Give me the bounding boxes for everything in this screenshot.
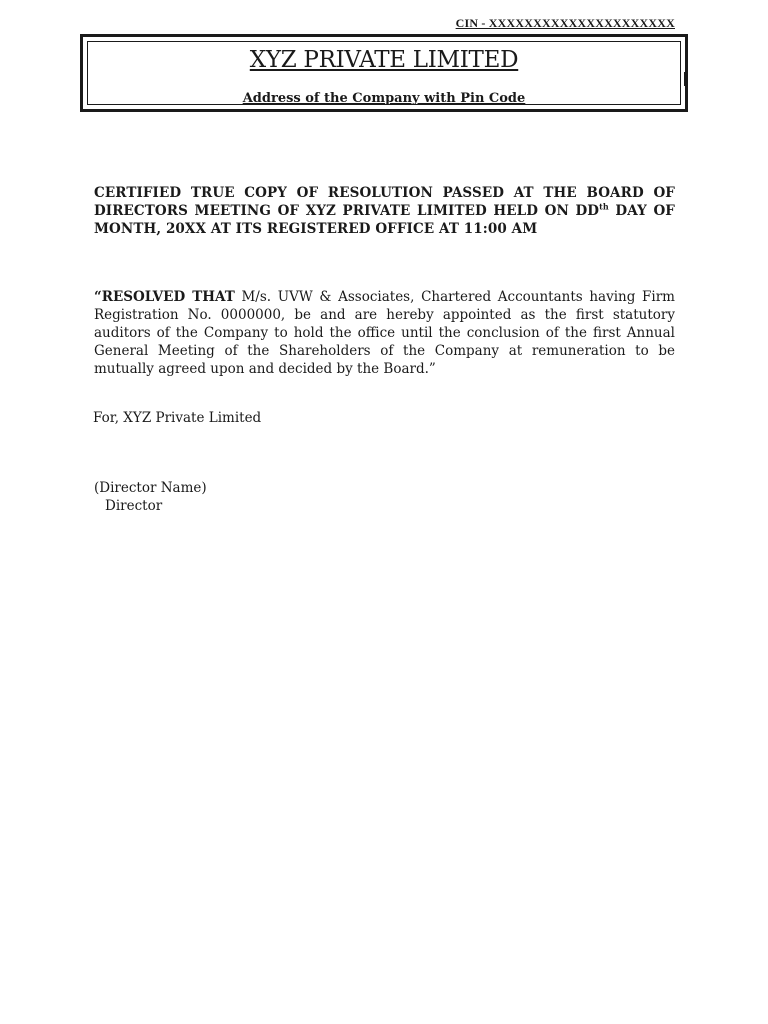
heading-text-part1: CERTIFIED TRUE COPY OF RESOLUTION PASSED AT THE BOARD OF DIRECTORS MEETING OF XYZ PRIVATE LIMITED HELD ON DD	[94, 185, 675, 219]
company-name: XYZ PRIVATE LIMITED	[249, 47, 519, 73]
resolution-paragraph	[94, 288, 675, 378]
resolution-heading	[94, 184, 675, 238]
director-name: (Director Name)	[94, 480, 207, 496]
letterhead-box	[80, 34, 688, 112]
for-company-line: For, XYZ Private Limited	[93, 410, 262, 426]
resolution-body: M/s. UVW & Associates, Chartered Accountants having Firm Registration No. 0000000, be and are hereby appointed as the first statutory auditors of the Company to hold the office until the conclusion of the first Annual General Meeting of the Shareholders of the Company at remuneration to be mutually agreed upon and decided by the Board.”	[94, 289, 675, 377]
director-title: Director	[105, 498, 163, 514]
border-mark	[684, 72, 687, 86]
resolution-lead: “RESOLVED THAT	[94, 289, 235, 305]
heading-superscript: th	[599, 201, 609, 212]
cin-number: CIN - XXXXXXXXXXXXXXXXXXXXX	[455, 16, 675, 30]
heading-text-part2: DAY OF MONTH, 20XX AT ITS REGISTERED OFFICE AT 11:00 AM	[94, 203, 675, 237]
letterhead-inner-border	[87, 41, 681, 105]
signatory-block	[94, 479, 207, 515]
company-address: Address of the Company with Pin Code	[242, 91, 526, 106]
